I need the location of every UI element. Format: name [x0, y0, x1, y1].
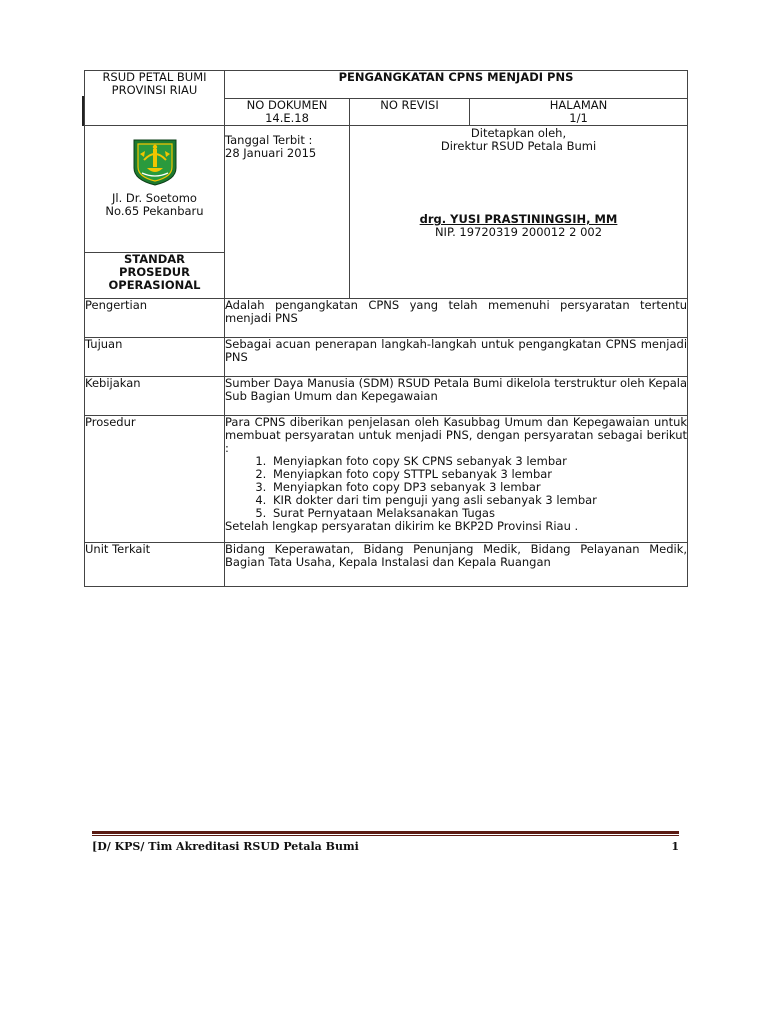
prosedur-closing: Setelah lengkap persyaratan dikirim ke BKP2D Provinsi Riau .	[225, 519, 579, 533]
revision-label: NO REVISI	[380, 98, 439, 112]
approval-line2: Direktur RSUD Petala Bumi	[440, 139, 597, 153]
sop-table	[84, 70, 688, 587]
page-footer	[92, 838, 679, 856]
row-pengertian	[85, 299, 688, 338]
prosedur-label: Prosedur	[85, 416, 225, 543]
prosedur-steps	[225, 455, 687, 520]
kebijakan-text: Sumber Daya Manusia (SDM) RSUD Petala Bumi dikelola terstruktur oleh Kepala Sub Bagian Umum dan Kepegawaian	[225, 377, 688, 416]
signatory-name: drg. YUSI PRASTININGSIH, MM	[419, 212, 618, 226]
sop-line1: STANDAR	[123, 252, 186, 266]
footer-rule-thick	[92, 831, 679, 834]
institution-logo-cell	[85, 126, 225, 253]
row-tujuan	[85, 338, 688, 377]
institution-line2: PROVINSI RIAU	[111, 83, 198, 97]
row-kebijakan	[85, 377, 688, 416]
pengertian-label: Pengertian	[85, 299, 225, 338]
footer-rule-thin	[92, 835, 679, 836]
sop-line3: OPERASIONAL	[108, 278, 201, 292]
unit-terkait-label: Unit Terkait	[85, 543, 225, 587]
pengertian-text: Adalah pengangkatan CPNS yang telah memenuhi persyaratan tertentu menjadi PNS	[225, 299, 688, 338]
doc-number-cell	[225, 99, 350, 126]
tujuan-label: Tujuan	[85, 338, 225, 377]
signatory-nip: NIP. 19720319 200012 2 002	[434, 225, 603, 239]
institution-name	[85, 71, 225, 126]
tujuan-text: Sebagai acuan penerapan langkah-langkah untuk pengangkatan CPNS menjadi PNS	[225, 338, 688, 377]
page-value: 1/1	[569, 111, 588, 125]
list-item: 3. Menyiapkan foto copy DP3 sebanyak 3 lembar	[270, 481, 687, 494]
approval-cell	[350, 126, 688, 299]
prosedur-intro: Para CPNS diberikan penjelasan oleh Kasubbag Umum dan Kepegawaian untuk membuat persyaratan untuk menjadi PNS, dengan persyaratan sebagai berikut :	[225, 415, 688, 455]
sop-document	[84, 70, 687, 587]
revision-cell	[350, 99, 470, 126]
sop-label-cell	[85, 253, 225, 299]
institution-line1: RSUD PETAL BUMI	[102, 70, 207, 84]
approval-line1: Ditetapkan oleh,	[470, 126, 567, 140]
doc-number-label: NO DOKUMEN	[246, 98, 328, 112]
issue-date-value: 28 Januari 2015	[225, 146, 317, 160]
document-title: PENGANGKATAN CPNS MENJADI PNS	[225, 71, 688, 99]
page-cell	[470, 99, 688, 126]
sop-line2: PROSEDUR	[119, 265, 190, 279]
address-line2: No.65 Pekanbaru	[105, 204, 204, 218]
institution-address	[85, 192, 224, 222]
list-item: 1. Menyiapkan foto copy SK CPNS sebanyak 3 lembar	[270, 455, 687, 468]
issue-date-label: Tanggal Terbit :	[225, 133, 313, 147]
footer-page-number: 1	[671, 840, 679, 853]
list-item: 2. Menyiapkan foto copy STTPL sebanyak 3 lembar	[270, 468, 687, 481]
row-prosedur	[85, 416, 688, 543]
address-line1: Jl. Dr. Soetomo	[112, 191, 197, 205]
row-unit-terkait	[85, 543, 688, 587]
unit-terkait-text: Bidang Keperawatan, Bidang Penunjang Medik, Bidang Pelayanan Medik, Bagian Tata Usaha, Kepala Instalasi dan Kepala Ruangan	[225, 543, 688, 587]
list-item: 5. Surat Pernyataan Melaksanakan Tugas	[270, 507, 687, 520]
riau-emblem-icon	[130, 138, 180, 186]
prosedur-content	[225, 416, 688, 543]
doc-number-value: 14.E.18	[265, 111, 309, 125]
page-label: HALAMAN	[549, 98, 608, 112]
list-item: 4. KIR dokter dari tim penguji yang asli sebanyak 3 lembar	[270, 494, 687, 507]
issue-date-cell	[225, 126, 350, 299]
kebijakan-label: Kebijakan	[85, 377, 225, 416]
footer-text: [D/ KPS/ Tim Akreditasi RSUD Petala Bumi	[92, 840, 359, 853]
